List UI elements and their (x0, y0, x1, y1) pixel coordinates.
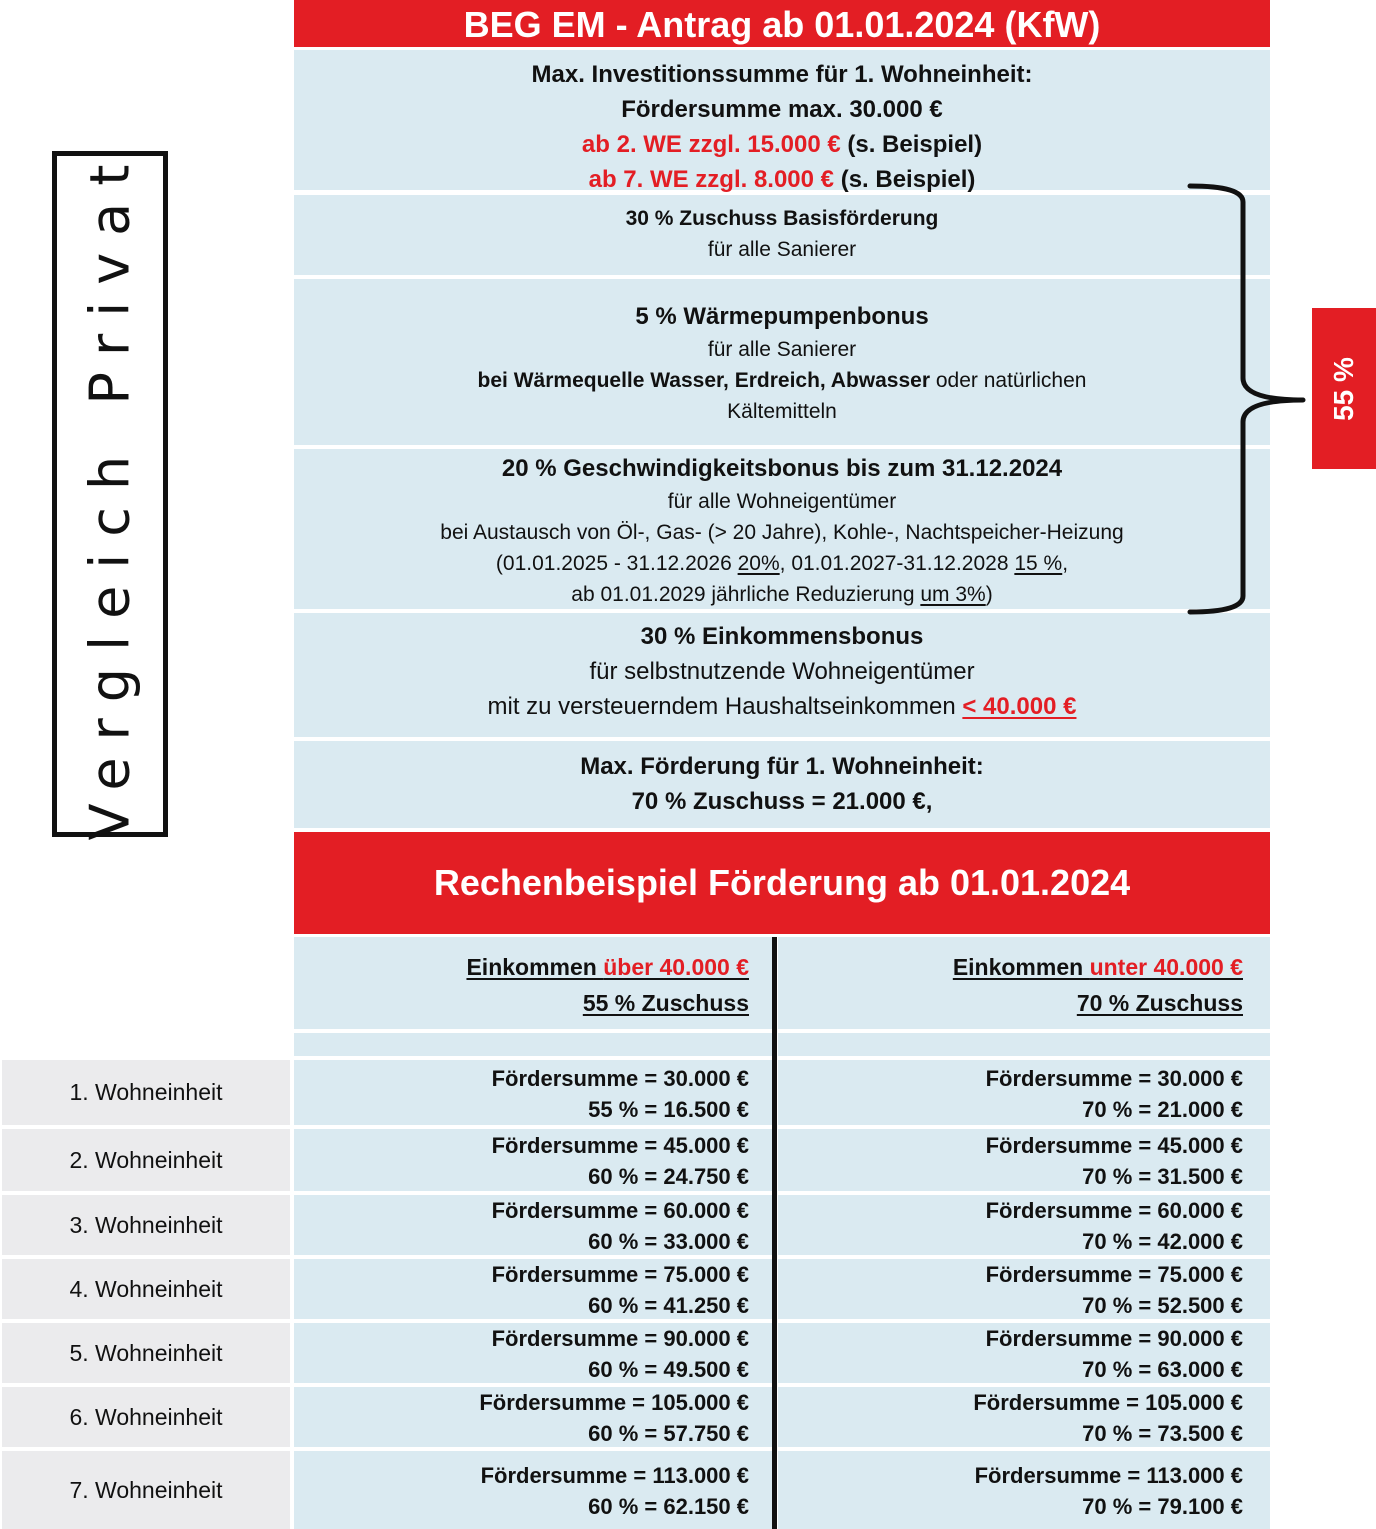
row-cell-right (778, 1259, 1270, 1319)
column-right-zuschuss: 70 % Zuschuss (1076, 990, 1243, 1016)
geschwindigkeit-text-1: für alle Wohneigentümer (667, 490, 897, 513)
geschwindigkeit-text-3 (294, 548, 1270, 579)
investment-line-1: Max. Investitionssumme für 1. Wohneinheit: (531, 61, 1033, 88)
row-cell-left (294, 1195, 772, 1255)
einkommen-block (294, 613, 1270, 737)
basis-block (294, 195, 1270, 275)
row-zuschuss: 70 % = 31.500 € (1082, 1164, 1243, 1189)
investment-line-4 (294, 162, 1270, 197)
row-foerdersumme: Fördersumme = 45.000 € (985, 1133, 1243, 1158)
investment-line-4-rest: (s. Beispiel) (834, 166, 976, 193)
basis-text: für alle Sanierer (707, 238, 857, 261)
investment-line-2: Fördersumme max. 30.000 € (621, 96, 943, 123)
investment-block (294, 50, 1270, 193)
row-label: 5. Wohneinheit (2, 1323, 290, 1383)
row-cell-left (294, 1323, 772, 1383)
geschwindigkeit-text-4 (294, 579, 1270, 610)
geschwindigkeit-text-4c: ) (985, 583, 993, 606)
geschwindigkeit-text-3b: 20% (737, 552, 780, 575)
row-cell-right (778, 1451, 1270, 1529)
column-left-zuschuss: 55 % Zuschuss (582, 990, 749, 1016)
waermepumpe-block (294, 279, 1270, 445)
geschwindigkeit-text-4b: um 3% (920, 583, 986, 606)
column-right-prefix: Einkommen (952, 954, 1090, 980)
einkommen-text-1: für selbstnutzende Wohneigentümer (589, 658, 975, 685)
geschwindigkeit-text-3e: , (1062, 552, 1069, 575)
column-header-right (778, 937, 1270, 1029)
bracket-percent-badge (1312, 308, 1376, 469)
column-left-threshold: über 40.000 € (603, 954, 749, 980)
row-cell-right (778, 1060, 1270, 1125)
row-label: 7. Wohneinheit (2, 1451, 290, 1529)
column-divider (772, 937, 777, 1529)
investment-line-4-red: ab 7. WE zzgl. 8.000 € (588, 166, 835, 193)
row-zuschuss: 70 % = 79.100 € (1082, 1494, 1243, 1519)
row-cell-right (778, 1195, 1270, 1255)
row-cell-left (294, 1060, 772, 1125)
row-zuschuss: 70 % = 73.500 € (1082, 1421, 1243, 1446)
row-cell-left (294, 1387, 772, 1447)
page-title: BEG EM - Antrag ab 01.01.2024 (KfW) (294, 0, 1270, 47)
side-label: Vergleich Privat (78, 147, 142, 841)
einkommen-title: 30 % Einkommensbonus (640, 623, 924, 650)
column-left-prefix: Einkommen (466, 954, 604, 980)
basis-title: 30 % Zuschuss Basisförderung (625, 207, 939, 230)
row-zuschuss: 70 % = 63.000 € (1082, 1357, 1243, 1382)
row-foerdersumme: Fördersumme = 30.000 € (491, 1065, 749, 1091)
einkommen-text-2-main: mit zu versteuerndem Haushaltseinkommen (487, 693, 963, 720)
geschwindigkeit-text-2: bei Austausch von Öl-, Gas- (> 20 Jahre), Kohle-, Nachtspeicher-Heizung (440, 521, 1124, 544)
max-line-2: 70 % Zuschuss = 21.000 €, (631, 788, 933, 815)
waermepumpe-text-1: für alle Sanierer (707, 338, 857, 361)
column-left-income (294, 949, 749, 985)
row-label: 2. Wohneinheit (2, 1129, 290, 1191)
row-cell-left (294, 1259, 772, 1319)
investment-line-3 (294, 127, 1270, 162)
row-foerdersumme: Fördersumme = 105.000 € (973, 1390, 1243, 1415)
row-label: 1. Wohneinheit (2, 1060, 290, 1125)
example-title: Rechenbeispiel Förderung ab 01.01.2024 (294, 832, 1270, 934)
row-zuschuss: 60 % = 62.150 € (588, 1494, 749, 1519)
row-zuschuss: 70 % = 52.500 € (1082, 1293, 1243, 1318)
row-cell-left (294, 1451, 772, 1529)
geschwindigkeit-text-3a: (01.01.2025 - 31.12.2026 (495, 552, 738, 575)
bracket-percent-label: 55 % (1328, 356, 1359, 421)
row-foerdersumme: Fördersumme = 113.000 € (974, 1463, 1243, 1488)
column-header-left (294, 937, 772, 1029)
row-zuschuss: 55 % = 16.500 € (588, 1096, 749, 1122)
row-zuschuss: 60 % = 24.750 € (588, 1164, 749, 1189)
row-zuschuss: 70 % = 42.000 € (1082, 1229, 1243, 1254)
row-foerdersumme: Fördersumme = 75.000 € (491, 1262, 749, 1287)
row-zuschuss: 70 % = 21.000 € (1082, 1096, 1243, 1122)
spacer-left (294, 1033, 772, 1056)
side-label-box (52, 147, 168, 841)
row-zuschuss: 60 % = 57.750 € (588, 1421, 749, 1446)
row-foerdersumme: Fördersumme = 90.000 € (985, 1326, 1243, 1351)
investment-line-3-rest: (s. Beispiel) (840, 131, 983, 158)
column-right-income (778, 949, 1243, 985)
row-zuschuss: 60 % = 49.500 € (588, 1357, 749, 1382)
max-block (294, 741, 1270, 828)
max-line-1: Max. Förderung für 1. Wohneinheit: (580, 753, 984, 780)
column-right-threshold: unter 40.000 € (1089, 954, 1243, 980)
waermepumpe-text-2-bold: bei Wärmequelle Wasser, Erdreich, Abwasser (477, 369, 931, 392)
geschwindigkeit-text-3d: 15 % (1014, 552, 1063, 575)
row-cell-left (294, 1129, 772, 1191)
row-foerdersumme: Fördersumme = 30.000 € (985, 1065, 1243, 1091)
row-cell-right (778, 1387, 1270, 1447)
waermepumpe-text-2 (294, 365, 1270, 396)
einkommen-text-2 (294, 689, 1270, 724)
geschwindigkeit-text-4a: ab 01.01.2029 jährliche Reduzierung (571, 583, 921, 606)
row-label: 4. Wohneinheit (2, 1259, 290, 1319)
geschwindigkeit-text-3c: , 01.01.2027-31.12.2028 (779, 552, 1015, 575)
row-foerdersumme: Fördersumme = 113.000 € (480, 1463, 749, 1488)
row-foerdersumme: Fördersumme = 60.000 € (491, 1198, 749, 1223)
row-zuschuss: 60 % = 33.000 € (588, 1229, 749, 1254)
row-label: 6. Wohneinheit (2, 1387, 290, 1447)
geschwindigkeit-title: 20 % Geschwindigkeitsbonus bis zum 31.12.2024 (501, 455, 1063, 482)
curly-brace-icon (1185, 182, 1310, 616)
row-cell-right (778, 1129, 1270, 1191)
row-zuschuss: 60 % = 41.250 € (588, 1293, 749, 1318)
geschwindigkeit-block (294, 449, 1270, 609)
row-foerdersumme: Fördersumme = 60.000 € (985, 1198, 1243, 1223)
waermepumpe-text-2-rest: oder natürlichen (930, 369, 1087, 392)
einkommen-text-2-red: < 40.000 € (962, 693, 1077, 720)
spacer-right (778, 1033, 1270, 1056)
row-foerdersumme: Fördersumme = 75.000 € (985, 1262, 1243, 1287)
investment-line-3-red: ab 2. WE zzgl. 15.000 € (581, 131, 841, 158)
row-foerdersumme: Fördersumme = 45.000 € (491, 1133, 749, 1158)
waermepumpe-text-3: Kältemitteln (727, 400, 837, 423)
row-label: 3. Wohneinheit (2, 1195, 290, 1255)
row-foerdersumme: Fördersumme = 90.000 € (491, 1326, 749, 1351)
row-foerdersumme: Fördersumme = 105.000 € (479, 1390, 749, 1415)
row-cell-right (778, 1323, 1270, 1383)
waermepumpe-title: 5 % Wärmepumpenbonus (635, 303, 929, 330)
